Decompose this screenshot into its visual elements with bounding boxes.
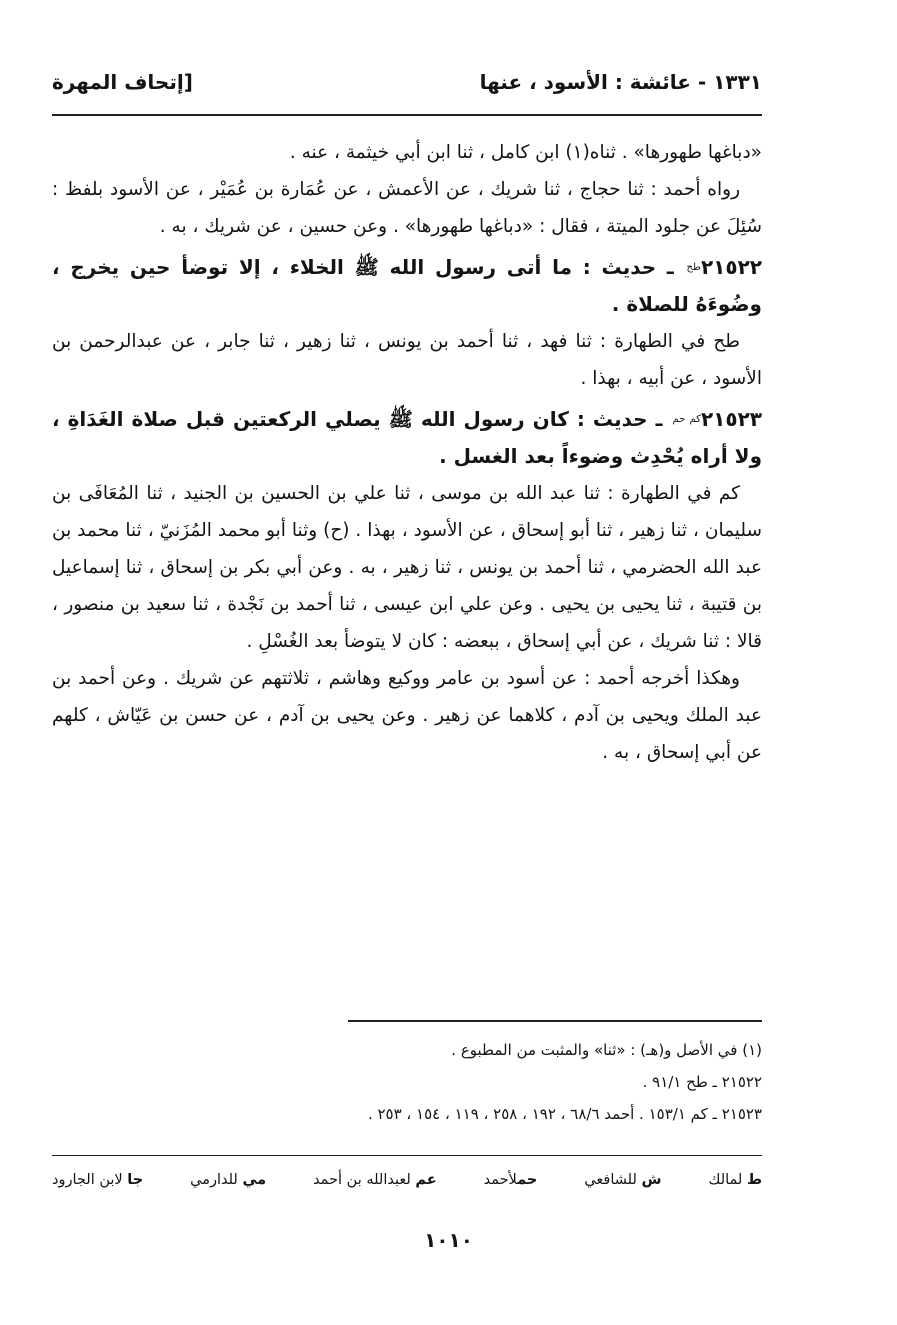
paragraph: «دباغها طهورها» . ثناه(١) ابن كامل ، ثنا ابن أبي خيثمة ، عنه . (289, 142, 762, 163)
hadith-number: ٢١٥٢٣ (700, 407, 762, 431)
page-number: ١٠١٠ (424, 1228, 473, 1252)
hadith-entry (52, 249, 762, 323)
hadith-entry (52, 401, 762, 475)
header-rule (52, 114, 762, 116)
legend-item: ش للشافعي (584, 1172, 662, 1188)
header-chapter-title: ١٣٣١ - عائشة : الأسود ، عنها (479, 70, 762, 94)
hadith-text: ـ حديث : ما أتى رسول الله ﷺ الخلاء ، إلا توضأ حين يخرج ، وضُوءَهُ للصلاة . (52, 255, 762, 316)
footnotes (190, 1034, 762, 1130)
footnote: ٢١٥٢٢ ـ طح ٩١/١ . (642, 1073, 762, 1091)
legend-item: جا لابن الجارود (52, 1172, 144, 1188)
footnote: (١) في الأصل و(هـ) : «ثنا» والمثبت من المطبوع . (451, 1041, 762, 1059)
legend-item: عم لعبدالله بن أحمد (313, 1172, 437, 1188)
legend-rule (52, 1155, 762, 1156)
paragraph: رواه أحمد : ثنا حجاج ، ثنا شريك ، عن الأعمش ، عن عُمَارة بن عُمَيْر ، عن الأسود بلفظ : سُئِلَ عن جلود الميتة ، فقال : «دباغها طهورها» . وعن حسين ، عن شريك ، به . (52, 179, 762, 237)
source-symbol: كم حم (672, 414, 701, 425)
main-text (52, 134, 762, 771)
hadith-text: ـ حديث : كان رسول الله ﷺ يصلي الركعتين قبل صلاة الغَدَاةِ ، ولا أراه يُحْدِث وضوءاً بعد الغسل . (52, 407, 762, 468)
legend-item: مي للدارمي (190, 1172, 267, 1188)
footnote-rule (348, 1020, 762, 1022)
paragraph: وهكذا أخرجه أحمد : عن أسود بن عامر ووكيع وهاشم ، ثلاثتهم عن شريك . وعن أحمد بن عبد الملك ويحيى بن آدم ، كلاهما عن زهير . وعن يحيى بن آدم ، عن حسن بن عَيّاش ، كلهم عن أبي إسحاق ، به . (52, 668, 762, 763)
footnote: ٢١٥٢٣ ـ كم ١٥٣/١ . أحمد ٦٨/٦ ، ١٩٢ ، ٢٥٨ ، ١١٩ ، ١٥٤ ، ٢٥٣ . (367, 1105, 762, 1123)
running-header (52, 62, 762, 102)
source-symbol: طح (686, 262, 701, 273)
abbreviation-legend (52, 1166, 762, 1194)
header-book-title: [إتحاف المهرة (52, 70, 193, 94)
legend-item: ط لمالك (708, 1172, 762, 1188)
legend-item: حملأحمد (483, 1172, 538, 1188)
paragraph: طح في الطهارة : ثنا فهد ، ثنا أحمد بن يونس ، ثنا زهير ، ثنا جابر ، عن عبدالرحمن بن الأسود ، عن أبيه ، بهذا . (52, 331, 762, 389)
paragraph: كم في الطهارة : ثنا عبد الله بن موسى ، ثنا علي بن الحسين بن الجنيد ، ثنا المُعَافَى بن سليمان ، ثنا زهير ، ثنا أبو إسحاق ، عن الأسود ، بهذا . (ح) وثنا أبو محمد المُزَنيّ ، ثنا محمد بن عبد الله الحضرمي ، ثنا أحمد بن يونس ، ثنا زهير ، به . وعن أبي بكر بن إسحاق ، ثنا إسماعيل بن قتيبة ، ثنا يحيى بن يحيى . وعن علي ابن عيسى ، ثنا أحمد بن نَجْدة ، ثنا سعيد بن منصور ، قالا : ثنا شريك ، عن أبي إسحاق ، ببعضه : كان لا يتوضأ بعد الغُسْلِ . (52, 483, 762, 652)
hadith-number: ٢١٥٢٢ (700, 255, 762, 279)
